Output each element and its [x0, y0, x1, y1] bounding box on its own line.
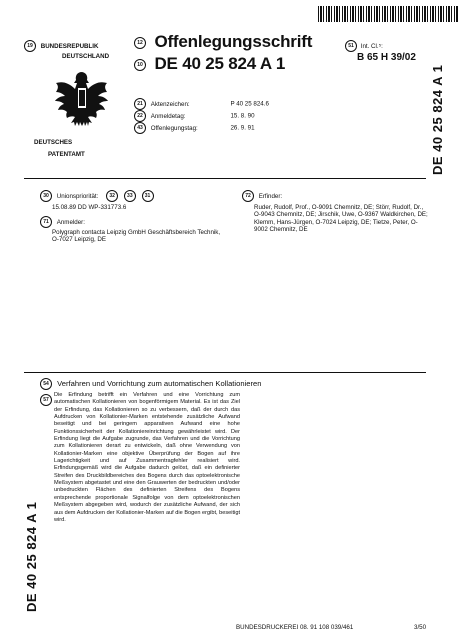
federal-eagle-icon: [52, 70, 112, 132]
filing-label: Aktenzeichen:: [150, 100, 190, 108]
filing-value: 15. 8. 90: [230, 112, 255, 120]
title-block: [40, 378, 261, 390]
code-72-icon: 72: [242, 190, 254, 202]
divider: [24, 372, 426, 373]
filing-row: [134, 122, 255, 134]
code-43-icon: 43: [134, 122, 146, 134]
applicant-label: Anmelder:: [56, 218, 85, 226]
code-30-icon: 30: [40, 190, 52, 202]
filing-row: [134, 110, 255, 122]
code-33-icon: 33: [124, 190, 136, 202]
code-31-icon: 31: [142, 190, 154, 202]
abstract-num-block: [40, 391, 52, 409]
code-71-icon: 71: [40, 216, 52, 228]
applicant-block: [40, 216, 85, 228]
country-block: [24, 40, 99, 52]
doc-id-block: [134, 54, 285, 74]
footer-page: 3/50: [414, 624, 427, 631]
invention-title: Verfahren und Vorrichtung zum automatischen Kollationieren: [57, 379, 262, 388]
applicant-value: Polygraph contacta Leipzig GmbH Geschäftsbereich Technik, O-7027 Leipzig, DE: [52, 229, 221, 244]
code-10-icon: 10: [134, 59, 146, 71]
intcl-value: B 65 H 39/02: [357, 52, 416, 63]
priority-block: [40, 190, 154, 202]
filing-row: [134, 98, 269, 110]
filing-label: Offenlegungstag:: [150, 124, 198, 132]
inventor-label: Erfinder:: [258, 192, 283, 200]
doc-type: Offenlegungsschrift: [154, 32, 313, 51]
doc-type-block: [134, 32, 312, 52]
filing-value: 26. 9. 91: [230, 124, 255, 132]
inventor-block: [242, 190, 282, 202]
office-name-2: PATENTAMT: [48, 151, 85, 158]
side-code-bottom: DE 40 25 824 A 1: [24, 501, 39, 612]
country-name: BUNDESREPUBLIK: [40, 42, 99, 50]
inventor-value: Ruder, Rudolf, Prof., O-9091 Chemnitz, DE; Störr, Rudolf, Dr., O-9043 Chemnitz, DE; Jirschik, Uwe, O-9367 Waldkirchen, DE; Klemm, Hans-Jürgen, O-7024 Leipzig, DE; Tietze, Peter, O-9002 Chemnitz, DE: [254, 204, 428, 234]
office-name: DEUTSCHES: [34, 139, 73, 146]
code-51-icon: 51: [345, 40, 357, 52]
abstract-text: Die Erfindung betrifft ein Verfahren und eine Vorrichtung zum automatischen Kollationieren von bogenförmigem Material. Es ist das Ziel der Erfindung, das Kollationieren so zu verbessern, daß der durch das Aufdrucken von Kollationier-Marken entstehende zusätzliche Aufwand beseitigt und bei geringem apparativen Aufwand eine hohe Funktionssicherheit der Kollationiereinrichtung gewährleistet wird. Der Erfindung liegt die Aufgabe zugrunde, das Verfahren und die Vorrichtung zum Kollationieren derart zu entwickeln, daß ohne Verwendung von Kollationier-Marken eine objektive Überprüfung der Bogen auf ihre Lagerichtigkeit und auf Zusammentragfehler realisiert wird. Erfindungsgemäß wird die Aufgabe dadurch gelöst, daß ein definierter Streifen des Druckbildbereiches des Bogens durch das optoelektronische Meßsystem abgetastet und eine den Grauwerten der bedruckten und/oder unbedruckten Flächen des definierten Streifens des Bogens entsprechende proportionale Signalfolge von dem optoelektronischen Meßsystem abgegeben wird, wodurch der zusätzliche Aufwand, der sich aus dem Aufdrucken der Kollationier-Marken auf die Bogen ergibt, beseitigt wird.: [54, 392, 240, 523]
footer-printer: BUNDESDRUCKEREI 08. 91 108 039/461: [236, 624, 354, 631]
intcl-block: [345, 40, 383, 52]
code-21-icon: 21: [134, 98, 146, 110]
filing-label: Anmeldetag:: [150, 112, 186, 120]
code-54-icon: 54: [40, 378, 52, 390]
priority-value: 15.08.89 DD WP-331773.6: [52, 204, 127, 211]
country-name-2: DEUTSCHLAND: [62, 53, 110, 60]
side-code-top: DE 40 25 824 A 1: [430, 64, 445, 175]
intcl-label: Int. Cl.⁵:: [360, 42, 383, 50]
filing-value: P 40 25 824.6: [230, 100, 269, 108]
doc-id: DE 40 25 824 A 1: [154, 54, 286, 73]
code-22-icon: 22: [134, 110, 146, 122]
code-12-icon: 12: [134, 37, 146, 49]
divider: [24, 178, 426, 179]
priority-label: Unionspriorität:: [56, 192, 99, 200]
barcode: [318, 6, 458, 22]
code-19-icon: 19: [24, 40, 36, 52]
code-32-icon: 32: [106, 190, 118, 202]
code-57-icon: 57: [40, 394, 52, 406]
